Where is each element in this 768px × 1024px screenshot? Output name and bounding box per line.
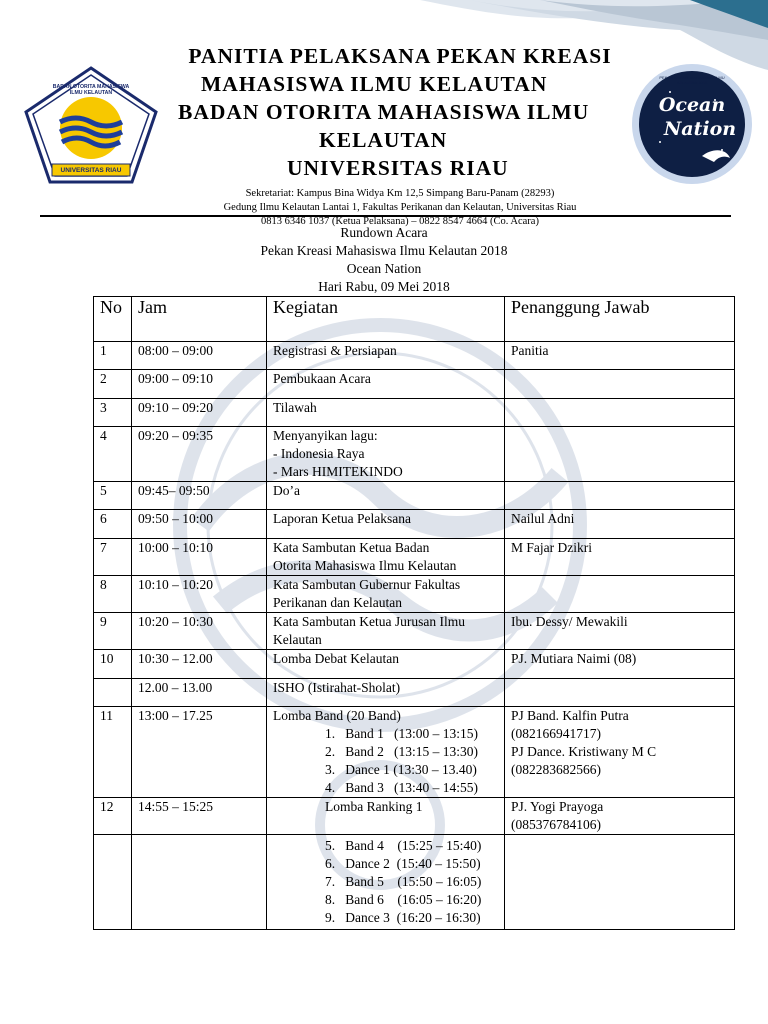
cell-penanggung-jawab: [505, 427, 735, 482]
performance-item: 1. Band 1 (13:00 – 13:15): [325, 726, 478, 741]
cell-kegiatan-line: Kata Sambutan Gubernur Fakultas: [273, 577, 461, 592]
letterhead-line-2: MAHASISWA ILMU KELAUTAN: [201, 72, 548, 96]
secretariat-address: Sekretariat: Kampus Bina Widya Km 12,5 Simpang Baru-Panam (28293): [245, 188, 555, 199]
cell-kegiatan: [267, 427, 505, 482]
cell-kegiatan: [267, 650, 505, 679]
table-row: [94, 576, 735, 613]
performance-item: 4. Band 3 (13:40 – 14:55): [325, 780, 478, 795]
title-theme: Ocean Nation: [346, 261, 422, 276]
table-header-row: [94, 297, 735, 342]
table-row: [94, 510, 735, 539]
table-row: [94, 679, 735, 707]
table-row: [94, 482, 735, 510]
cell-penanggung-jawab: [505, 650, 735, 679]
table-row: [94, 539, 735, 576]
cell-penanggung-jawab-line: PJ Dance. Kristiwany M C: [511, 744, 657, 759]
cell-kegiatan-line: Perikanan dan Kelautan: [273, 595, 402, 610]
cell-jam: 09:20 – 09:35: [132, 427, 267, 482]
cell-kegiatan-line: Do’a: [273, 483, 300, 498]
cell-jam: 14:55 – 15:25: [132, 798, 267, 835]
cell-kegiatan-line: ISHO (Istirahat-Sholat): [273, 680, 401, 695]
cell-kegiatan: [267, 707, 505, 798]
cell-penanggung-jawab: [505, 613, 735, 650]
performance-item: 8. Band 6 (16:05 – 16:20): [325, 892, 482, 907]
performance-item: 6. Dance 2 (15:40 – 15:50): [325, 856, 481, 871]
ocean-nation-logo: [630, 62, 754, 186]
cell-jam: 09:50 – 10:00: [132, 510, 267, 539]
cell-penanggung-jawab-line: PJ. Yogi Prayoga: [511, 799, 604, 814]
table-row: [94, 613, 735, 650]
table-row: [94, 342, 735, 370]
cell-penanggung-jawab-line: PJ Band. Kalfin Putra: [511, 708, 629, 723]
cell-jam: 12.00 – 13.00: [132, 679, 267, 707]
title-event: Pekan Kreasi Mahasiswa Ilmu Kelautan 2018: [260, 243, 508, 258]
header-no: No: [94, 297, 132, 342]
table-row: [94, 650, 735, 679]
ocean-nation-ring-text: PEKAN KREASI MAHASISWA ILMU KELAUTAN 2018: [659, 75, 725, 85]
cell-kegiatan-line: Otorita Mahasiswa Ilmu Kelautan: [273, 558, 457, 573]
cell-no: 8: [94, 576, 132, 613]
header-divider: [40, 215, 731, 217]
cell-no: 11: [94, 707, 132, 798]
cell-penanggung-jawab: [505, 482, 735, 510]
letterhead-line-5: UNIVERSITAS RIAU: [287, 156, 509, 180]
cell-kegiatan: [267, 342, 505, 370]
cell-no: 6: [94, 510, 132, 539]
cell-penanggung-jawab: [505, 539, 735, 576]
ocean-nation-name-top: Ocean: [658, 94, 726, 116]
cell-kegiatan-line: Kata Sambutan Ketua Jurusan Ilmu: [273, 614, 465, 629]
cell-penanggung-jawab: [505, 370, 735, 399]
cell-no: [94, 679, 132, 707]
cell-no: 3: [94, 399, 132, 427]
cell-kegiatan: [267, 798, 505, 835]
document-titles: [0, 224, 768, 296]
cell-jam: 10:20 – 10:30: [132, 613, 267, 650]
letterhead-line-4: KELAUTAN: [319, 128, 448, 152]
cell-penanggung-jawab: [505, 399, 735, 427]
header-jam: Jam: [132, 297, 267, 342]
cell-jam: [132, 835, 267, 930]
cell-jam: 10:00 – 10:10: [132, 539, 267, 576]
ocean-nation-name-bottom: Nation: [663, 118, 737, 140]
cell-kegiatan-line: Registrasi & Persiapan: [273, 343, 397, 358]
rundown-table: [93, 296, 735, 930]
table-row: [94, 835, 735, 930]
performance-item: 3. Dance 1 (13:30 – 13.40): [325, 762, 477, 777]
cell-penanggung-jawab-line: (082283682566): [511, 762, 601, 777]
cell-no: 4: [94, 427, 132, 482]
cell-penanggung-jawab-line: (082166941717): [511, 726, 601, 741]
letterhead-line-3: BADAN OTORITA MAHASISWA ILMU: [178, 100, 590, 124]
cell-jam: 09:45– 09:50: [132, 482, 267, 510]
table-row: [94, 427, 735, 482]
table-body: [94, 342, 735, 930]
cell-kegiatan: [267, 510, 505, 539]
cell-kegiatan: [267, 679, 505, 707]
cell-no: 1: [94, 342, 132, 370]
title-date: Hari Rabu, 09 Mei 2018: [318, 279, 450, 294]
cell-no: [94, 835, 132, 930]
cell-kegiatan-line: Pembukaan Acara: [273, 371, 371, 386]
cell-penanggung-jawab: [505, 835, 735, 930]
cell-kegiatan: [267, 399, 505, 427]
cell-kegiatan-title: Lomba Band (20 Band): [273, 708, 401, 723]
letterhead: [165, 42, 635, 229]
table-row: [94, 370, 735, 399]
cell-kegiatan: [267, 576, 505, 613]
cell-jam: 08:00 – 09:00: [132, 342, 267, 370]
cell-kegiatan-line: Kata Sambutan Ketua Badan: [273, 540, 430, 555]
cell-no: 7: [94, 539, 132, 576]
cell-no: 12: [94, 798, 132, 835]
title-rundown: Rundown Acara: [340, 225, 428, 240]
performance-item: 9. Dance 3 (16:20 – 16:30): [325, 910, 481, 925]
cell-jam: 13:00 – 17.25: [132, 707, 267, 798]
cell-kegiatan-line: Lomba Debat Kelautan: [273, 651, 399, 666]
cell-penanggung-jawab-line: Nailul Adni: [511, 511, 575, 526]
table-row: [94, 707, 735, 798]
logo-left-text: BADAN OTORITA MAHASISWA ILMU KELAUTAN: [52, 84, 130, 96]
cell-no: 2: [94, 370, 132, 399]
table-row: [94, 399, 735, 427]
cell-kegiatan: [267, 835, 505, 930]
cell-kegiatan-line: - Mars HIMITEKINDO: [273, 464, 403, 479]
cell-kegiatan: [267, 613, 505, 650]
cell-no: 10: [94, 650, 132, 679]
cell-penanggung-jawab: [505, 342, 735, 370]
cell-kegiatan-line: Laporan Ketua Pelaksana: [273, 511, 411, 526]
cell-no: 9: [94, 613, 132, 650]
cell-penanggung-jawab: [505, 798, 735, 835]
cell-penanggung-jawab-line: Ibu. Dessy/ Mewakili: [511, 614, 628, 629]
cell-penanggung-jawab: [505, 576, 735, 613]
cell-kegiatan-line: Tilawah: [273, 400, 317, 415]
secretariat-contacts: 0813 6346 1037 (Ketua Pelaksana) – 0822 8547 4664 (Co. Acara): [261, 216, 539, 227]
performance-item: 5. Band 4 (15:25 – 15:40): [325, 838, 482, 853]
cell-penanggung-jawab: [505, 707, 735, 798]
table-row: [94, 798, 735, 835]
performance-item: 7. Band 5 (15:50 – 16:05): [325, 874, 482, 889]
cell-penanggung-jawab: [505, 679, 735, 707]
cell-kegiatan-line: - Indonesia Raya: [273, 446, 365, 461]
cell-jam: 09:10 – 09:20: [132, 399, 267, 427]
cell-penanggung-jawab: [505, 510, 735, 539]
cell-penanggung-jawab-line: Panitia: [511, 343, 549, 358]
cell-penanggung-jawab-line: M Fajar Dzikri: [511, 540, 592, 555]
logo-left-label: UNIVERSITAS RIAU: [60, 167, 122, 174]
cell-kegiatan: [267, 370, 505, 399]
cell-jam: 10:30 – 12.00: [132, 650, 267, 679]
cell-penanggung-jawab-line: (085376784106): [511, 817, 601, 832]
cell-kegiatan-line: Menyanyikan lagu:: [273, 428, 378, 443]
header-kegiatan: Kegiatan: [267, 297, 505, 342]
secretariat-building: Gedung Ilmu Kelautan Lantai 1, Fakultas Perikanan dan Kelautan, Universitas Riau: [223, 202, 577, 213]
cell-jam: 10:10 – 10:20: [132, 576, 267, 613]
performance-item: 2. Band 2 (13:15 – 13:30): [325, 744, 478, 759]
cell-kegiatan: [267, 482, 505, 510]
cell-kegiatan-line: Kelautan: [273, 632, 322, 647]
cell-no: 5: [94, 482, 132, 510]
cell-kegiatan-title: Lomba Ranking 1: [325, 799, 423, 814]
header-penanggung-jawab: Penanggung Jawab: [505, 297, 735, 342]
cell-kegiatan: [267, 539, 505, 576]
cell-penanggung-jawab-line: PJ. Mutiara Naimi (08): [511, 651, 637, 666]
letterhead-line-1: PANITIA PELAKSANA PEKAN KREASI: [188, 44, 612, 68]
cell-jam: 09:00 – 09:10: [132, 370, 267, 399]
